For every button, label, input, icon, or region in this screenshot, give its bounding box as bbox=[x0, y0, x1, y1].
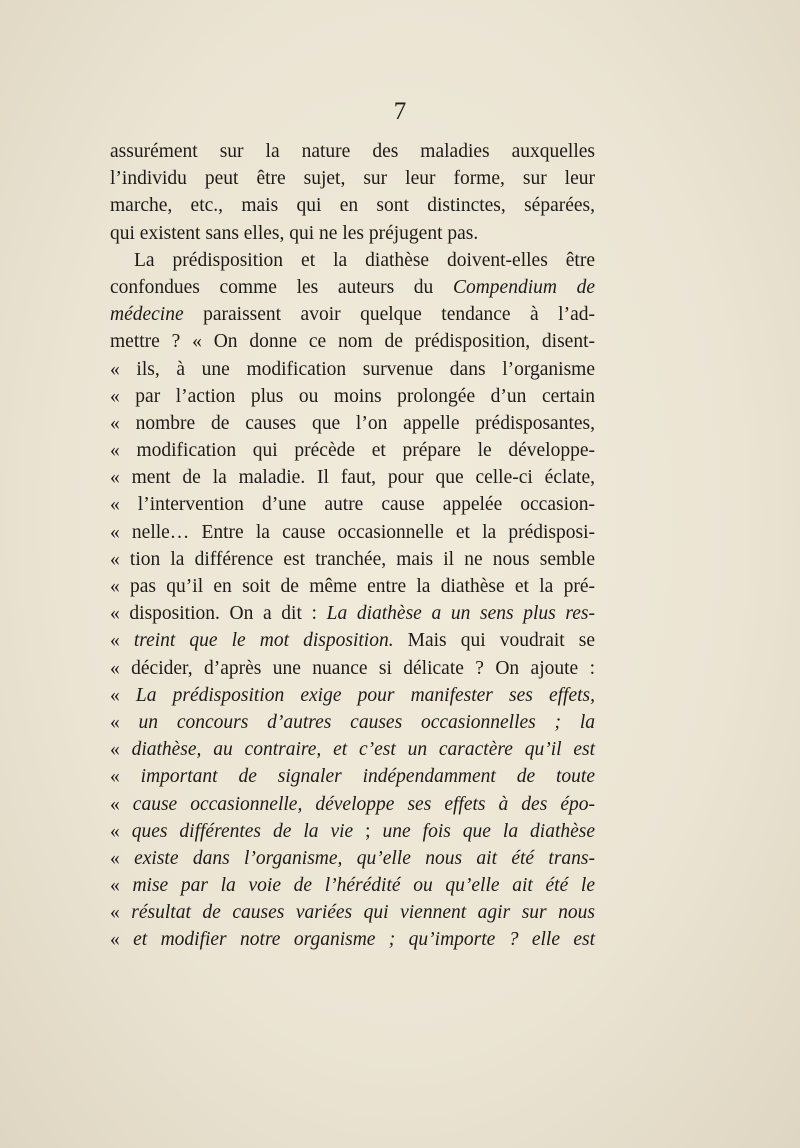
roman-text: « bbox=[110, 847, 135, 869]
roman-text: « bbox=[110, 711, 139, 733]
roman-text: « bbox=[110, 793, 133, 815]
italic-text: ques différentes de la vie bbox=[131, 820, 354, 842]
text-line-content: l’individu peut être sujet, sur leur forme, sur leur bbox=[110, 168, 595, 190]
italic-text: une fois que la diathèse bbox=[382, 820, 596, 842]
body-text bbox=[110, 138, 595, 954]
roman-text: Mais qui voudrait se bbox=[393, 630, 595, 652]
text-line bbox=[110, 600, 595, 627]
text-line bbox=[110, 627, 595, 654]
text-line bbox=[110, 464, 595, 491]
text-line bbox=[110, 763, 595, 790]
italic-text: La diathèse a un sens plus res- bbox=[326, 603, 595, 625]
italic-text: existe dans l’organisme, qu’elle nous ait été trans- bbox=[134, 847, 595, 869]
text-line bbox=[110, 682, 595, 709]
text-line bbox=[110, 328, 595, 355]
text-line bbox=[110, 573, 595, 600]
text-line bbox=[110, 356, 595, 383]
roman-text: « bbox=[110, 929, 134, 951]
roman-text: « bbox=[110, 739, 132, 761]
text-line bbox=[110, 138, 595, 165]
text-line bbox=[110, 165, 595, 192]
text-line bbox=[110, 301, 595, 328]
text-line bbox=[110, 274, 595, 301]
text-line bbox=[110, 437, 595, 464]
text-line bbox=[110, 872, 595, 899]
italic-text: diathèse, au contraire, et c’est un caractère qu’il est bbox=[131, 739, 595, 761]
text-line-content: mettre ? « On donne ce nom de prédisposition, disent- bbox=[110, 331, 595, 353]
italic-text: et modifier notre organisme ; qu’importe ? elle est bbox=[133, 929, 596, 951]
text-line-content: assurément sur la nature des maladies auxquelles bbox=[110, 141, 595, 162]
roman-text: « bbox=[110, 766, 141, 788]
text-line-content: « pas qu’il en soit de même entre la diathèse et la pré- bbox=[110, 576, 595, 597]
text-line-content: « nombre de causes que l’on appelle prédisposantes, bbox=[110, 412, 595, 434]
italic-text: mise par la voie de l’hérédité ou qu’elle ait été le bbox=[132, 875, 595, 897]
italic-text: cause occasionnelle, développe ses effets à des épo- bbox=[132, 793, 595, 815]
text-line bbox=[110, 546, 595, 573]
text-line-content: « ils, à une modification survenue dans l’organisme bbox=[110, 358, 595, 380]
text-line bbox=[110, 383, 595, 410]
text-line-content: marche, etc., mais qui en sont distinctes, séparées, bbox=[110, 195, 595, 217]
italic-text: La prédisposition exige pour manifester ses effets, bbox=[135, 684, 596, 706]
italic-text: treint que le mot disposition. bbox=[133, 630, 394, 652]
text-line bbox=[110, 192, 595, 219]
text-line bbox=[110, 519, 595, 546]
text-line-content: « tion la différence est tranchée, mais il ne nous semble bbox=[110, 548, 595, 570]
text-line-content: qui existent sans elles, qui ne les préjugent pas. bbox=[110, 222, 479, 244]
text-line bbox=[110, 655, 595, 682]
roman-text: « bbox=[110, 875, 133, 897]
page-number: 7 bbox=[393, 98, 407, 125]
text-line bbox=[110, 926, 595, 953]
text-line bbox=[110, 818, 595, 845]
text-line bbox=[110, 410, 595, 437]
roman-text: « bbox=[110, 820, 132, 842]
italic-text: un concours d’autres causes occasionnelles ; la bbox=[138, 711, 595, 733]
text-line bbox=[110, 220, 595, 247]
text-line bbox=[110, 709, 595, 736]
italic-text: important de signaler indépendamment de toute bbox=[140, 766, 596, 788]
text-line-content: « modification qui précède et prépare le développe- bbox=[110, 440, 595, 462]
text-line-content: La prédisposition et la diathèse doivent-elles être bbox=[134, 249, 595, 271]
text-line-content: « ment de la maladie. Il faut, pour que celle-ci éclate, bbox=[110, 467, 595, 489]
text-line-content: « nelle… Entre la cause occasionnelle et la prédisposi- bbox=[110, 521, 595, 543]
roman-text: paraissent avoir quelque tendance à l’ad- bbox=[183, 304, 595, 326]
italic-text: résultat de causes variées qui viennent agir sur nous bbox=[131, 902, 596, 924]
text-line-content: « décider, d’après une nuance si délicate ? On ajoute : bbox=[110, 657, 595, 679]
text-line bbox=[110, 845, 595, 872]
text-line bbox=[110, 491, 595, 518]
text-line-content: « par l’action plus ou moins prolongée d’un certain bbox=[110, 385, 595, 407]
text-line-content: « l’intervention d’une autre cause appelée occasion- bbox=[110, 494, 595, 516]
roman-text: « bbox=[110, 684, 136, 706]
italic-text: médecine bbox=[110, 304, 184, 326]
roman-text: ; bbox=[353, 820, 383, 842]
italic-text: Compendium de bbox=[452, 276, 595, 298]
roman-text: « bbox=[110, 902, 132, 924]
text-line bbox=[110, 736, 595, 763]
text-line bbox=[110, 247, 595, 274]
roman-text: « disposition. On a dit : bbox=[110, 603, 327, 625]
text-line bbox=[110, 791, 595, 818]
roman-text: confondues comme les auteurs du bbox=[110, 276, 453, 298]
roman-text: « bbox=[110, 630, 134, 652]
text-line bbox=[110, 899, 595, 926]
